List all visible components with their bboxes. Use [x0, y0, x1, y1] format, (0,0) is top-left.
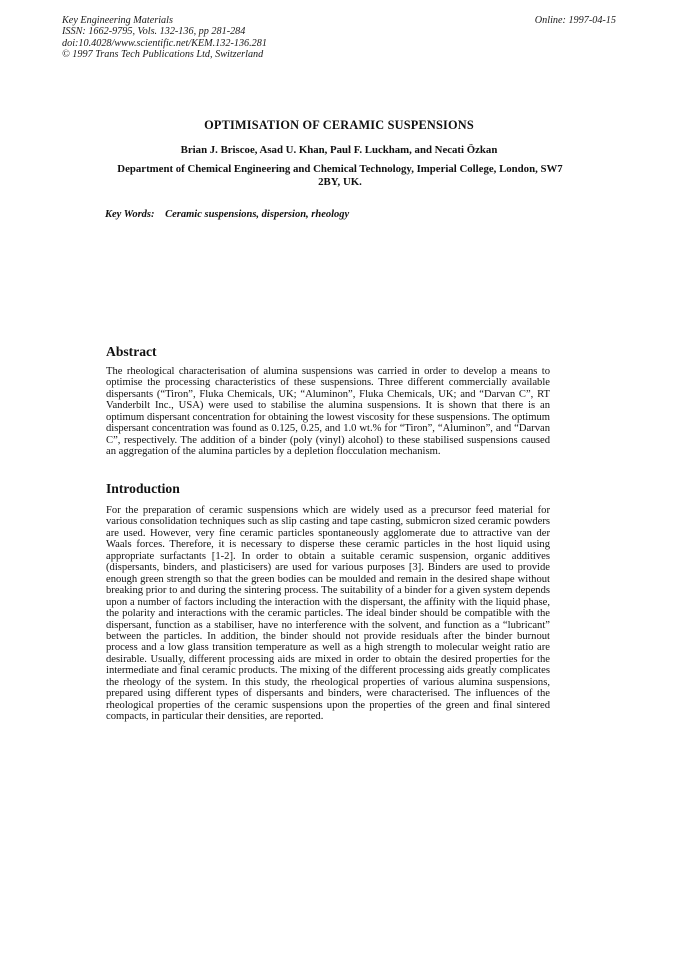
doi-line[interactable]: doi:10.4028/www.scientific.net/KEM.132-136.281	[62, 37, 267, 49]
author-list: Brian J. Briscoe, Asad U. Khan, Paul F. Luckham, and Necati Özkan	[180, 144, 498, 156]
introduction-heading: Introduction	[106, 481, 180, 496]
online-date: Online: 1997-04-15	[534, 15, 616, 26]
affiliation: Department of Chemical Engineering and Chemical Technology, Imperial College, London, SW7 2BY, UK.	[117, 163, 563, 188]
abstract-heading: Abstract	[106, 344, 157, 359]
abstract-body: The rheological characterisation of alumina suspensions was carried in order to develop a means to optimise the processing characteristics of these suspensions. Three different commercially available dispersants (“Tiron”, Fluka Chemicals, UK; “Aluminon”, Fluka Chemicals, UK; and “Darvan C”, RT Vanderbilt Inc., USA) were used to stabilise the alumina suspensions. It is shown that there is an optimum dispersant concentration for obtaining the lowest viscosity for these suspensions. The optimum dispersant concentration was found as 0.125, 0.25, and 1.0 wt.% for “Tiron”, “Aluminon”, and “Darvan C”, respectively. The addition of a binder (poly (vinyl) alcohol) to these stabilised suspensions caused an aggregation of the alumina particles by a depletion flocculation mechanism.	[106, 366, 550, 458]
issn-line: ISSN: 1662-9795, Vols. 132-136, pp 281-284	[62, 26, 246, 38]
keywords-label: Key Words:	[105, 209, 155, 220]
copyright-line: © 1997 Trans Tech Publications Ltd, Switzerland	[62, 49, 264, 61]
introduction-body: For the preparation of ceramic suspensions which are widely used as a precursor feed material for various consolidation techniques such as slip casting and tape casting, submicron sized ceramic powders are used. However, very fine ceramic particles spontaneously agglomerate due to attractive van der Waals forces. Therefore, it is necessary to disperse these ceramic particles in the host liquid using appropriate surfactants [1-2]. In order to obtain a suitable ceramic suspension, organic additives (dispersants, binders, and plasticisers) are used for various purposes [3]. Binders are used to provide enough green strength so that the green bodies can be moulded and remain in the desired shape without breaking prior to and during the sintering process. The suitability of a binder for a given system depends upon a number of factors including the interaction with the dispersant, the affinity with the liquid phase, the polarity and interactions with the ceramic particles. The ideal binder should be compatible with the dispersant, function as a stabiliser, have no interference with the solvent, and function as a “lubricant” between the particles. In addition, the binder should not provide residuals after the binder burnout process and a low glass transition temperature as well as a high strength to molecular weight ratio are desirable. Usually, different processing aids are mixed in order to obtain the desired properties for the intermediate and final ceramic products. The mixing of the different processing aids greatly complicates the rheology of the system. In this study, the rheological properties of various alumina suspensions, prepared using different types of dispersants and binders, were characterised. The influences of the rheological properties of the ceramic suspensions upon the properties of the green and final sintered compacts, in particular their densities, are reported.	[106, 505, 550, 723]
journal-name: Key Engineering Materials	[62, 15, 173, 26]
paper-title: OPTIMISATION OF CERAMIC SUSPENSIONS	[204, 118, 474, 132]
keywords-text: Ceramic suspensions, dispersion, rheology	[165, 209, 350, 220]
publication-metadata	[62, 15, 622, 61]
keywords-line	[105, 209, 349, 220]
